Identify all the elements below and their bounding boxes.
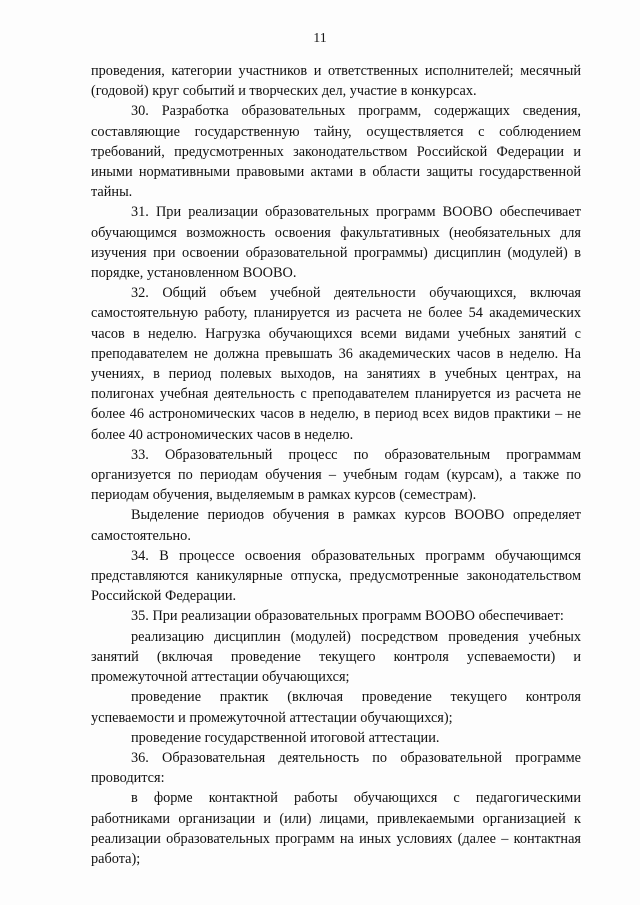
paragraph-34: 34. В процессе освоения образовательных программ обучающимся представляются каникулярные отпуска, предусмотренные законодательством Российской Федерации. xyxy=(91,547,581,605)
paragraph-31: 31. При реализации образовательных программ ВООВО обеспечивает обучающимся возможность освоения факультативных (необязательных для изучения при освоении образовательной программы) дисциплин (модулей) в порядке, установленном ВООВО. xyxy=(91,204,581,282)
paragraph-35-item-3: проведение государственной итоговой аттестации. xyxy=(131,729,440,746)
paragraph-33: 33. Образовательный процесс по образовательным программам организуется по периодам обучения – учебным годам (курсам), а также по периодам обучения, выделяемым в рамках курсов (семестрам). xyxy=(91,446,581,504)
page-number: 11 xyxy=(313,31,327,46)
paragraph-continuation: проведения, категории участников и ответственных исполнителей; месячный (годовой) круг событий и творческих дел, участие в конкурсах. xyxy=(91,63,581,100)
paragraph-35-item-2: проведение практик (включая проведение текущего контроля успеваемости и промежуточной аттестации обучающихся); xyxy=(91,689,581,726)
paragraph-36-item-1: в форме контактной работы обучающихся с педагогическими работниками организации и (или) лицами, привлекаемыми организацией к реализации образовательных программ на иных условиях (далее – контактная работа); xyxy=(91,790,581,867)
paragraph-35-item-1: реализацию дисциплин (модулей) посредством проведения учебных занятий (включая проведение текущего контроля успеваемости) и промежуточной аттестации обучающихся; xyxy=(91,628,581,686)
paragraph-33-note: Выделение периодов обучения в рамках курсов ВООВО определяет самостоятельно. xyxy=(91,507,581,544)
paragraph-32: 32. Общий объем учебной деятельности обучающихся, включая самостоятельную работу, планируется из расчета не более 54 академических часов в неделю. Нагрузка обучающихся всеми видами учебных занятий с преподавателем не должна превышать 36 академических часов в неделю. На учениях, в период полевых выходов, на занятиях в учебных центрах, на полигонах учебная деятельность с преподавателем планируется из расчета не более 46 астрономических часов в неделю, в период всех видов практики – не более 40 астрономических часов в неделю. xyxy=(91,285,581,443)
paragraph-30: 30. Разработка образовательных программ, содержащих сведения, составляющие государственную тайну, осуществляется с соблюдением требований, предусмотренных законодательством Российской Федерации и иными нормативными правовыми актами в области защиты государственной тайны. xyxy=(91,103,581,201)
paragraph-35: 35. При реализации образовательных программ ВООВО обеспечивает: xyxy=(131,608,564,625)
paragraph-36: 36. Образовательная деятельность по образовательной программе проводится: xyxy=(91,749,581,787)
document-body xyxy=(91,61,581,869)
